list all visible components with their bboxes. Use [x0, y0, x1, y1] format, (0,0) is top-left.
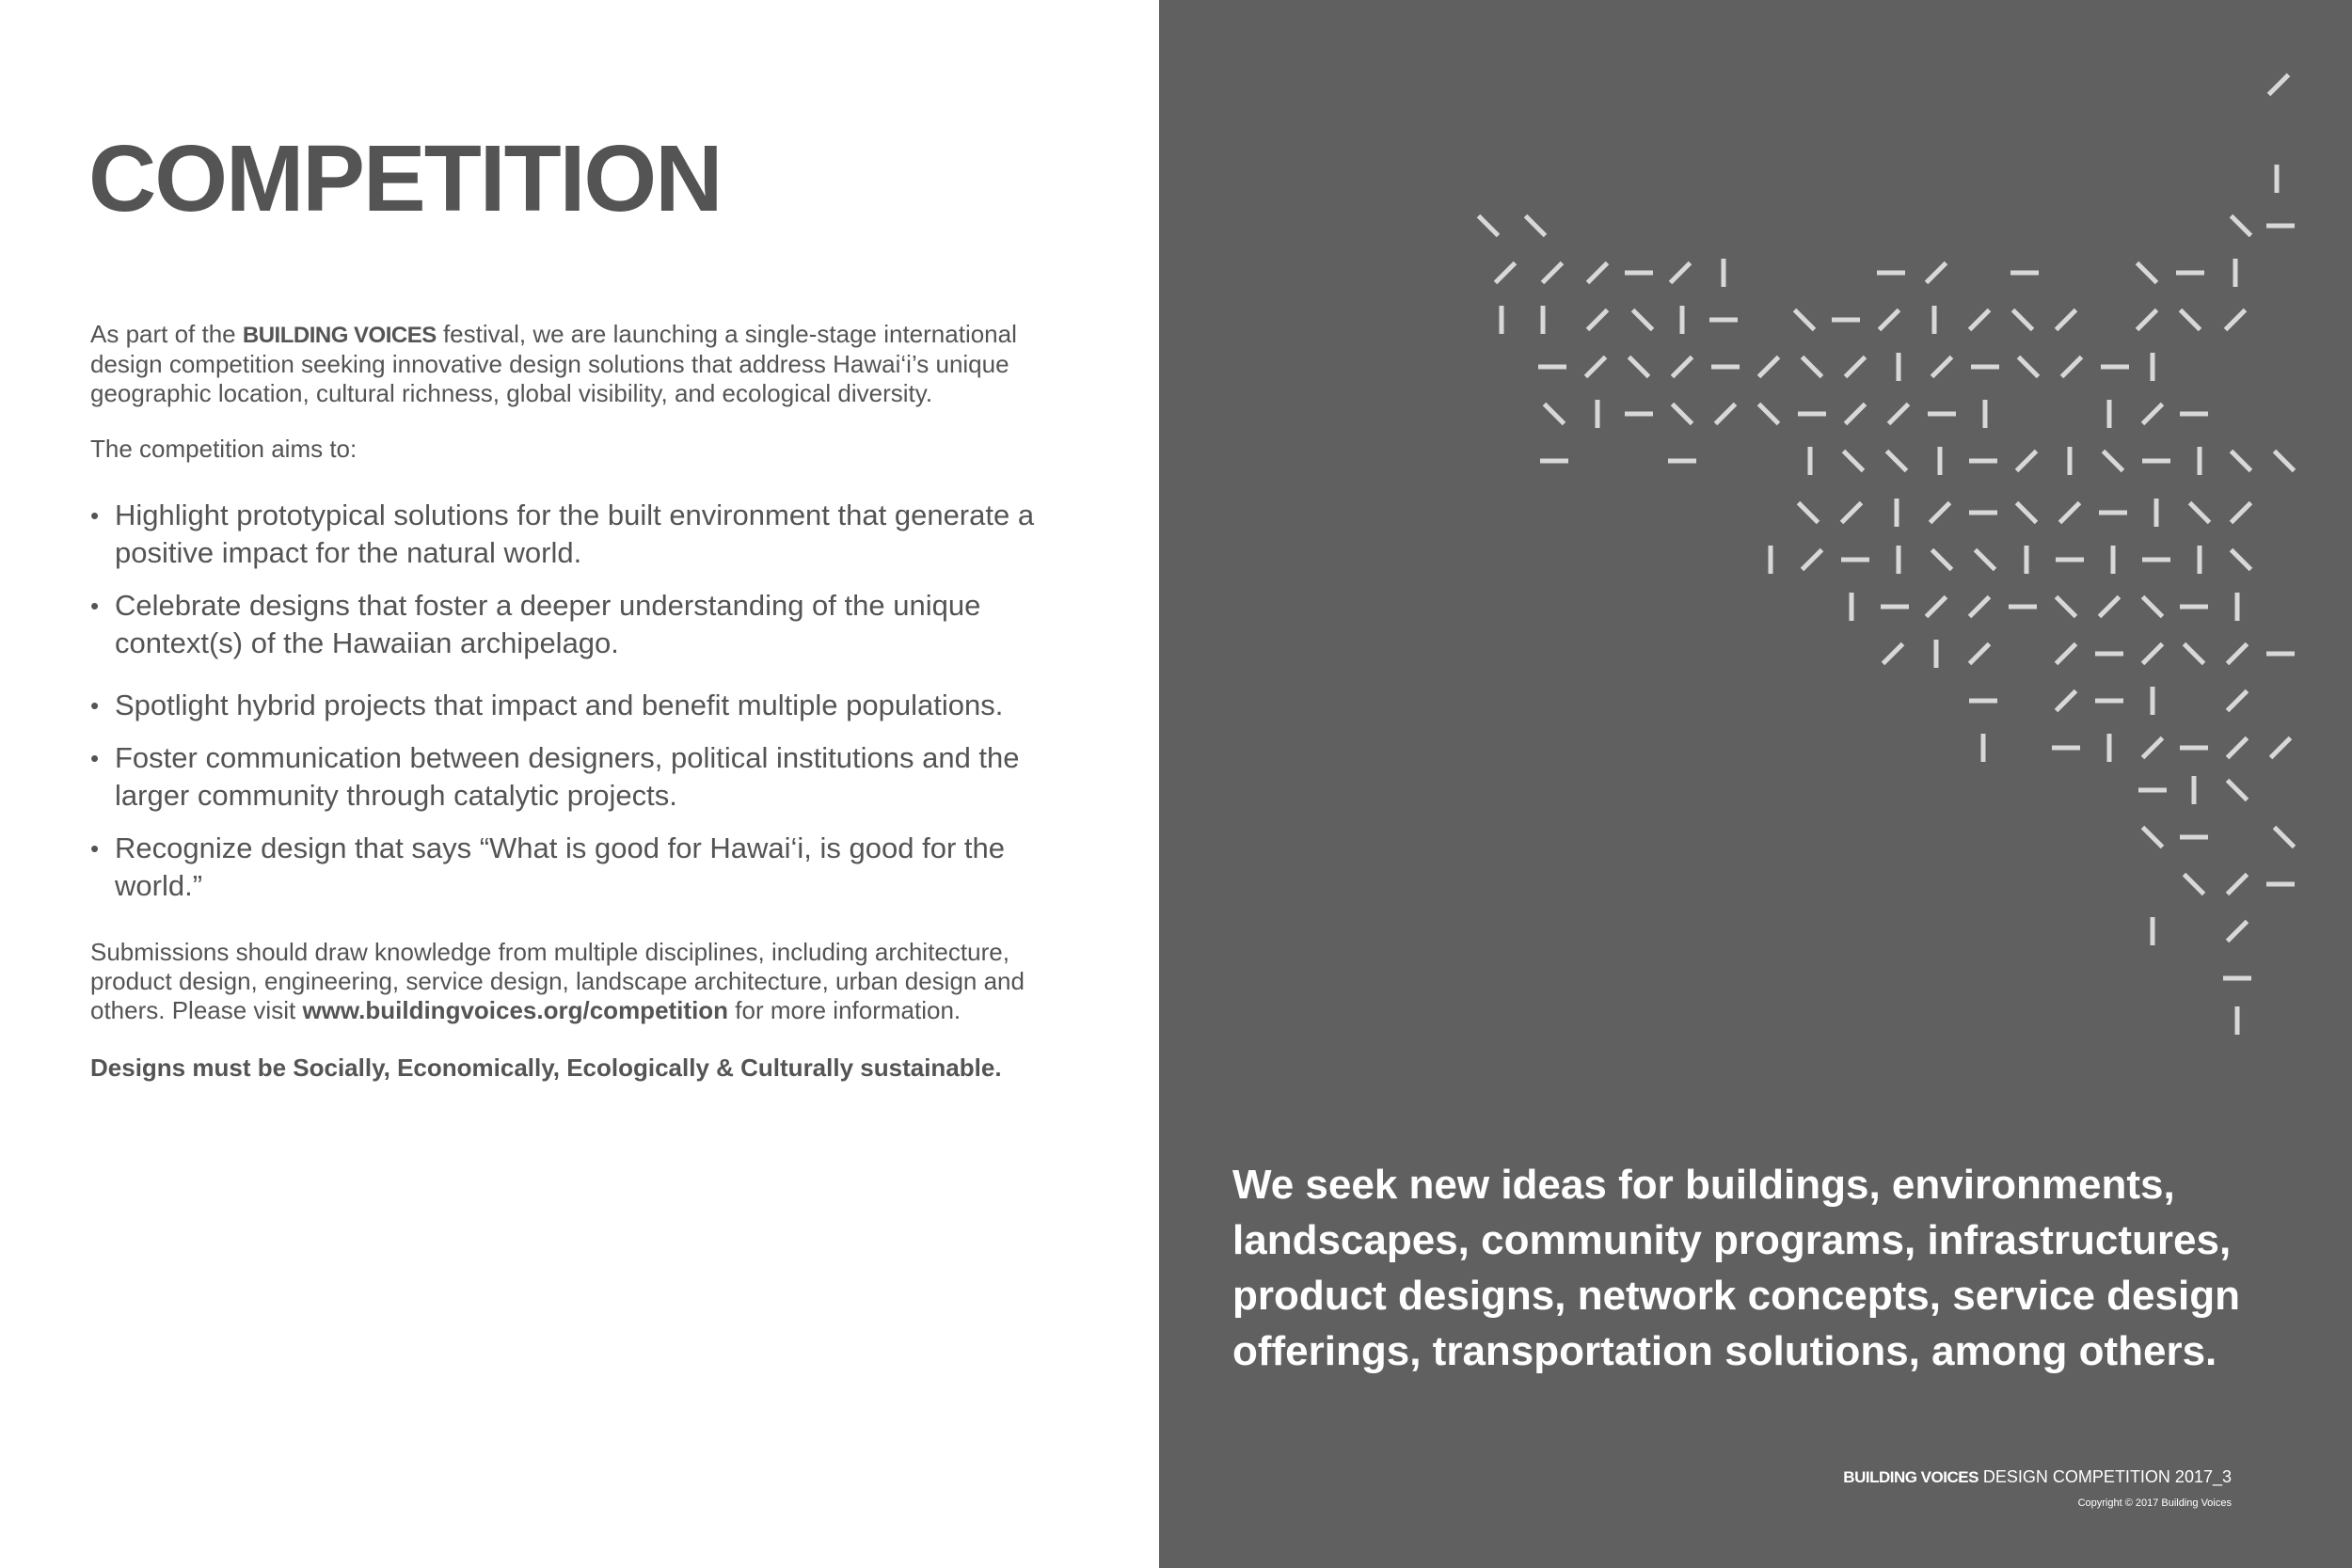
pattern-dash	[2137, 310, 2157, 330]
left-page	[0, 0, 1159, 1568]
aim-item: • Foster communication between designers, political institutions and the larger community through catalytic projects.	[90, 739, 1088, 815]
pattern-dash	[1543, 263, 1563, 283]
pattern-dash	[1976, 550, 1995, 570]
pattern-dash	[1496, 263, 1516, 283]
pattern-dash	[1883, 644, 1903, 664]
pattern-dash	[2143, 404, 2163, 424]
competition-link[interactable]: www.buildingvoices.org/competition	[302, 996, 729, 1024]
pattern-dash	[2017, 503, 2037, 523]
aim-item: • Spotlight hybrid projects that impact and benefit multiple populations.	[90, 687, 1088, 724]
pattern-dash	[2143, 597, 2163, 617]
pattern-dash	[2104, 451, 2123, 471]
pattern-dash	[1759, 404, 1779, 424]
pattern-dash	[2228, 738, 2248, 758]
pattern-dash	[1932, 550, 1952, 570]
pattern-dash	[1970, 310, 1990, 330]
pattern-dash	[1842, 503, 1862, 523]
pattern-dash	[2013, 310, 2033, 330]
pattern-dash	[2228, 781, 2248, 800]
pattern-dash	[2057, 691, 2076, 711]
pattern-dash	[2190, 503, 2210, 523]
pattern-dash	[2057, 644, 2076, 664]
pattern-dash	[2181, 310, 2201, 330]
pattern-dash	[2185, 875, 2204, 895]
pattern-dash	[2228, 922, 2248, 942]
seek-statement: We seek new ideas for buildings, environments, landscapes, community programs, infrastructures, product designs, network concepts, service design offerings, transportation solutions, among others.	[1232, 1162, 2240, 1374]
pattern-dash	[1633, 310, 1653, 330]
pattern-dash	[1526, 216, 1546, 236]
pattern-dash	[2275, 451, 2295, 471]
footer-text: DESIGN COMPETITION 2017_3	[1978, 1467, 2232, 1486]
pattern-dash	[1889, 404, 1909, 424]
pattern-dash	[1931, 503, 1950, 523]
pattern-dash	[1799, 503, 1819, 523]
pattern-dash	[2185, 644, 2204, 664]
pattern-dash	[1629, 357, 1649, 377]
pattern-dash	[2271, 738, 2291, 758]
pattern-dash	[1932, 357, 1952, 377]
pattern-dash	[1927, 263, 1947, 283]
intro-paragraph	[90, 320, 1069, 408]
submissions-after: for more information.	[728, 996, 961, 1024]
pattern-dash	[2057, 310, 2076, 330]
submissions-paragraph	[90, 938, 1088, 1025]
pattern-dash	[2232, 216, 2251, 236]
pattern-dash	[1795, 310, 1815, 330]
pattern-dash	[2057, 597, 2076, 617]
right-page	[1159, 0, 2352, 1568]
pattern-dash	[1970, 597, 1990, 617]
pattern-dash	[2228, 691, 2248, 711]
pattern-dash	[2137, 263, 2157, 283]
copyright: Copyright © 2017 Building Voices	[2077, 1497, 2232, 1509]
sustainability-requirement: Designs must be Socially, Economically, Ecologically & Culturally sustainable.	[90, 1053, 1002, 1082]
pattern-dash	[2143, 644, 2163, 664]
pattern-dash	[1759, 357, 1779, 377]
pattern-dash	[1803, 357, 1822, 377]
pattern-dash	[1545, 404, 1565, 424]
pattern-dash	[2228, 875, 2248, 895]
pattern-dash	[1846, 404, 1866, 424]
pattern-dash	[2019, 357, 2039, 377]
aim-item: • Celebrate designs that foster a deeper understanding of the unique context(s) of the Hawaiian archipelago.	[90, 587, 1088, 662]
page-title: COMPETITION	[88, 126, 722, 231]
pattern-dash	[1588, 263, 1608, 283]
aim-item: • Highlight prototypical solutions for the built environment that generate a positive impact for the natural world.	[90, 497, 1088, 572]
pattern-dash	[2232, 550, 2251, 570]
pattern-dash	[2017, 451, 2037, 471]
brand-wordmark: BUILDING VOICES	[242, 323, 437, 348]
pattern-dash	[1479, 216, 1499, 236]
aims-list	[90, 497, 1088, 905]
pattern-dash	[2143, 738, 2163, 758]
pattern-dash	[2232, 503, 2251, 523]
pattern-dash	[1880, 310, 1899, 330]
aim-item: • Recognize design that says “What is good for Hawai‘i, is good for the world.”	[90, 830, 1088, 905]
pattern-dash	[1673, 404, 1692, 424]
pattern-dash	[1803, 550, 1822, 570]
pattern-dash	[2226, 310, 2246, 330]
pattern-dash	[1716, 404, 1736, 424]
pattern-dash	[2062, 357, 2082, 377]
aims-intro: The competition aims to:	[90, 435, 358, 463]
pattern-dash	[1970, 644, 1990, 664]
hawaii-island-dash-pattern	[1159, 0, 2352, 1091]
pattern-dash	[1887, 451, 1907, 471]
pattern-dash	[1927, 597, 1947, 617]
pattern-dash	[2228, 644, 2248, 664]
pattern-dash	[2060, 503, 2080, 523]
pattern-dash	[2275, 828, 2295, 847]
pattern-dash	[1586, 357, 1606, 377]
pattern-dash	[2143, 828, 2163, 847]
footer-title	[1843, 1467, 2232, 1487]
footer-brand-wordmark: BUILDING VOICES	[1843, 1468, 1979, 1486]
pattern-dash	[1671, 263, 1691, 283]
pattern-dash	[2269, 75, 2289, 95]
pattern-dash	[1844, 451, 1864, 471]
pattern-dash	[1846, 357, 1866, 377]
intro-before: As part of the	[90, 320, 243, 348]
pattern-dash	[2100, 597, 2120, 617]
intro-after: festival, we are launching a single-stage international design competition seeking innovative design solutions that address Hawai‘i’s unique geographic location, cultural richness, global visibility, and ecological diversity.	[90, 320, 1017, 407]
pattern-dash	[1588, 310, 1608, 330]
pattern-dash	[1673, 357, 1692, 377]
submissions-before: Submissions should draw knowledge from multiple disciplines, including architecture, product design, engineering, service design, landscape architecture, urban design and others. Please visit	[90, 938, 1025, 1024]
pattern-dash	[2232, 451, 2251, 471]
